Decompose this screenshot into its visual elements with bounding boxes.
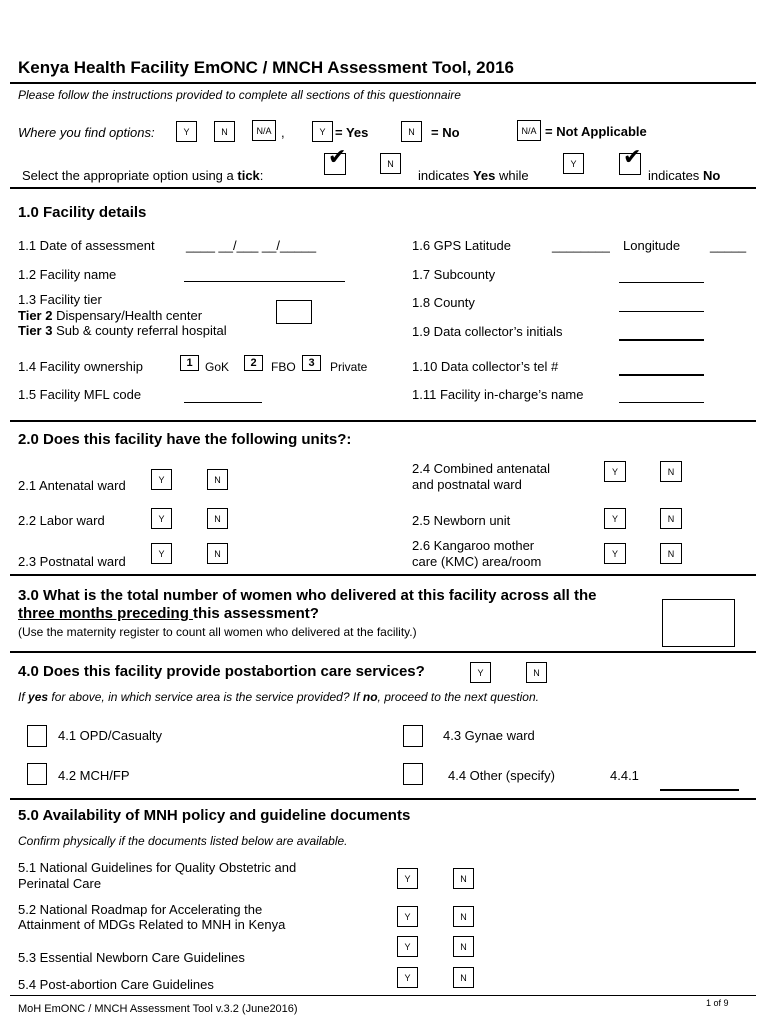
q4-3-checkbox[interactable] [403, 725, 423, 747]
q2-5-label: 2.5 Newborn unit [412, 513, 511, 528]
ownership-gok: GoK [205, 360, 230, 374]
q2-1-no-box[interactable]: N [207, 469, 228, 490]
tick-icon: ✔ [328, 144, 347, 169]
title-divider [10, 82, 756, 84]
yes-legend: = Yes [335, 125, 369, 140]
ownership-option-3[interactable]: 3 [302, 355, 321, 371]
q5-1-yes-box[interactable]: Y [397, 868, 418, 889]
section-3-heading-line2: three months preceding this assessment? [18, 605, 319, 622]
ownership-option-1[interactable]: 1 [180, 355, 199, 371]
legend-n-box-3: N [380, 153, 401, 174]
q5-2-label-line1: 5.2 National Roadmap for Accelerating the [18, 902, 263, 917]
section-divider [10, 798, 756, 800]
q5-3-no-box[interactable]: N [453, 936, 474, 957]
q5-4-label: 5.4 Post-abortion Care Guidelines [18, 977, 214, 992]
section-divider [10, 651, 756, 653]
section-divider [10, 187, 756, 189]
section-divider [10, 420, 756, 422]
tick-icon-2: ✔ [623, 144, 642, 169]
q1-7-label: 1.7 Subcounty [412, 267, 496, 282]
options-prefix: Where you find options: [18, 125, 155, 140]
q2-4-label-line1: 2.4 Combined antenatal [412, 461, 551, 476]
q1-10-label: 1.10 Data collector’s tel # [412, 359, 559, 374]
section-4-heading: 4.0 Does this facility provide postabortion care services? [18, 663, 425, 680]
q4-4-1-label: 4.4.1 [610, 768, 639, 783]
q5-1-label-line2: Perinatal Care [18, 876, 102, 891]
na-legend: = Not Applicable [545, 124, 647, 139]
indicates-no-text: indicates No [648, 168, 721, 183]
q2-6-label-line1: 2.6 Kangaroo mother [412, 538, 535, 553]
facility-name-input[interactable] [184, 281, 345, 282]
q2-2-label: 2.2 Labor ward [18, 513, 105, 528]
section-divider [10, 574, 756, 576]
total-deliveries-input[interactable] [662, 599, 735, 647]
legend-y-box-3: Y [563, 153, 584, 174]
q2-5-no-box[interactable]: N [660, 508, 682, 529]
latitude-input[interactable]: ________ [552, 238, 610, 253]
ownership-option-2[interactable]: 2 [244, 355, 263, 371]
q5-1-label-line1: 5.1 National Guidelines for Quality Obstetric and [18, 860, 297, 875]
section-5-confirm: Confirm physically if the documents listed below are available. [18, 834, 348, 848]
q2-3-yes-box[interactable]: Y [151, 543, 172, 564]
subcounty-input[interactable] [619, 282, 704, 283]
q2-3-label: 2.3 Postnatal ward [18, 554, 126, 569]
q2-2-yes-box[interactable]: Y [151, 508, 172, 529]
q2-3-no-box[interactable]: N [207, 543, 228, 564]
q5-2-label-line2: Attainment of MDGs Related to MNH in Kenya [18, 917, 286, 932]
longitude-input[interactable]: _____ [710, 238, 747, 253]
q4-no-box[interactable]: N [526, 662, 547, 683]
footer-text: MoH EmONC / MNCH Assessment Tool v.3.2 (June2016) [18, 1003, 298, 1015]
q5-4-yes-box[interactable]: Y [397, 967, 418, 988]
q2-6-label-line2: care (KMC) area/room [412, 554, 542, 569]
legend-comma: , [281, 125, 285, 140]
q4-2-label: 4.2 MCH/FP [58, 768, 130, 783]
page-title: Kenya Health Facility EmONC / MNCH Assessment Tool, 2016 [18, 58, 514, 77]
q1-3-label: 1.3 Facility tier [18, 292, 102, 307]
longitude-label: Longitude [623, 238, 681, 253]
q4-4-label: 4.4 Other (specify) [448, 768, 555, 783]
indicates-yes-text: indicates Yes while [418, 168, 529, 183]
q4-4-checkbox[interactable] [403, 763, 423, 785]
legend-na-box: N/A [252, 120, 276, 141]
tier2-text: Tier 2 Dispensary/Health center [18, 308, 203, 323]
section-4-instructions: If yes for above, in which service area is the service provided? If no, proceed to the next question. [18, 690, 539, 704]
footer-divider [10, 995, 756, 996]
tel-input[interactable] [619, 374, 704, 376]
q1-5-label: 1.5 Facility MFL code [18, 387, 142, 402]
legend-n-box: N [214, 121, 235, 142]
q2-6-no-box[interactable]: N [660, 543, 682, 564]
q4-1-label: 4.1 OPD/Casualty [58, 728, 163, 743]
q4-3-label: 4.3 Gynae ward [443, 728, 535, 743]
facility-tier-input[interactable] [276, 300, 312, 324]
page-number: 1 of 9 [706, 998, 729, 1008]
q5-2-no-box[interactable]: N [453, 906, 474, 927]
tick-instruction: Select the appropriate option using a tick: [22, 168, 264, 183]
q5-1-no-box[interactable]: N [453, 868, 474, 889]
q2-4-no-box[interactable]: N [660, 461, 682, 482]
legend-n-box-2: N [401, 121, 422, 142]
section-5-heading: 5.0 Availability of MNH policy and guideline documents [18, 807, 411, 824]
incharge-name-input[interactable] [619, 402, 704, 403]
q2-1-yes-box[interactable]: Y [151, 469, 172, 490]
q1-8-label: 1.8 County [412, 295, 475, 310]
no-legend: = No [431, 125, 460, 140]
q2-6-yes-box[interactable]: Y [604, 543, 626, 564]
q1-4-label: 1.4 Facility ownership [18, 359, 143, 374]
q1-11-label: 1.11 Facility in-charge’s name [412, 387, 584, 402]
legend-y-box: Y [176, 121, 197, 142]
instructions-text: Please follow the instructions provided to complete all sections of this questionnaire [18, 88, 461, 102]
tier3-text: Tier 3 Sub & county referral hospital [18, 323, 227, 338]
section-3-note: (Use the maternity register to count all women who delivered at the facility.) [18, 625, 417, 639]
date-input[interactable]: ____ __/___ __/_____ [186, 238, 317, 253]
section-2-heading: 2.0 Does this facility have the following units?: [18, 431, 352, 448]
q5-2-yes-box[interactable]: Y [397, 906, 418, 927]
q2-1-label: 2.1 Antenatal ward [18, 478, 126, 493]
section-3-heading-line1: 3.0 What is the total number of women who delivered at this facility across all the [18, 587, 597, 604]
other-specify-input[interactable] [660, 789, 739, 791]
q5-4-no-box[interactable]: N [453, 967, 474, 988]
initials-input[interactable] [619, 339, 704, 341]
q2-4-label-line2: and postnatal ward [412, 477, 522, 492]
ownership-fbo: FBO [271, 360, 296, 374]
q1-9-label: 1.9 Data collector’s initials [412, 324, 563, 339]
q1-1-label: 1.1 Date of assessment [18, 238, 155, 253]
legend-na-box-2: N/A [517, 120, 541, 141]
q4-2-checkbox[interactable] [27, 763, 47, 785]
q1-2-label: 1.2 Facility name [18, 267, 117, 282]
q5-3-yes-box[interactable]: Y [397, 936, 418, 957]
section-1-heading: 1.0 Facility details [18, 204, 147, 221]
legend-y-box-2: Y [312, 121, 333, 142]
q4-yes-box[interactable]: Y [470, 662, 491, 683]
ownership-private: Private [330, 360, 368, 374]
mfl-code-input[interactable] [184, 402, 262, 403]
q2-5-yes-box[interactable]: Y [604, 508, 626, 529]
county-input[interactable] [619, 311, 704, 312]
q2-4-yes-box[interactable]: Y [604, 461, 626, 482]
q1-6-label: 1.6 GPS Latitude [412, 238, 512, 253]
q4-1-checkbox[interactable] [27, 725, 47, 747]
q2-2-no-box[interactable]: N [207, 508, 228, 529]
q5-3-label: 5.3 Essential Newborn Care Guidelines [18, 950, 245, 965]
